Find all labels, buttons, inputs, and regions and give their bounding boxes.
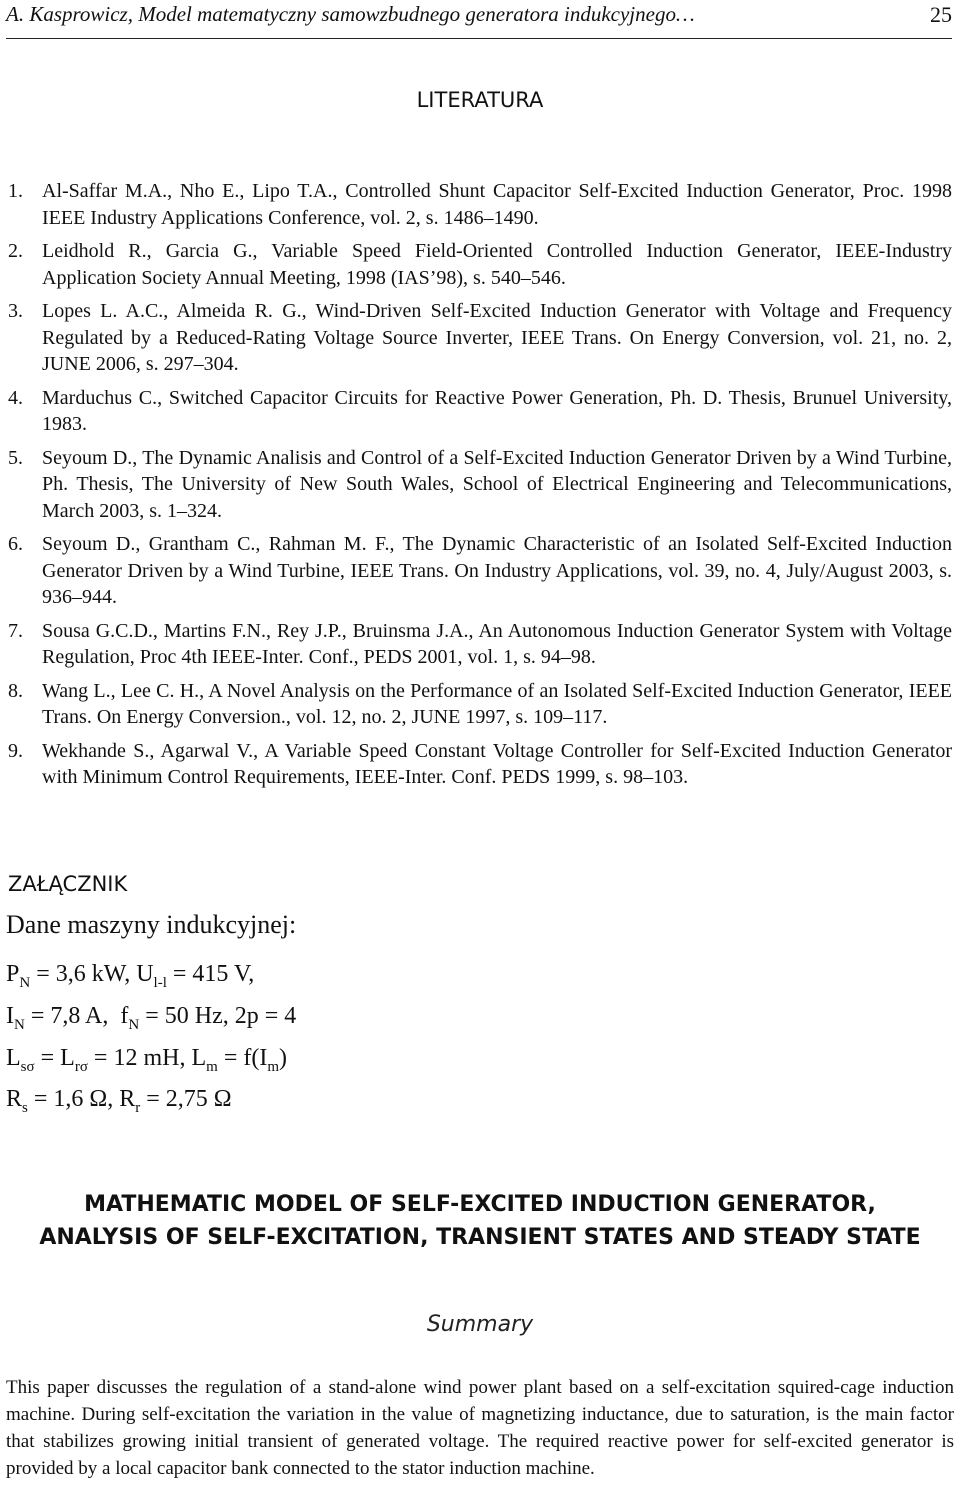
reference-number: 9.: [8, 739, 23, 762]
english-title: [0, 1188, 960, 1254]
symbol-r: R: [6, 1086, 23, 1113]
param-line-inductances: [6, 1042, 296, 1084]
running-header: [6, 2, 952, 39]
symbol-l: L: [191, 1044, 207, 1071]
value-text: = 2,75 Ω: [140, 1086, 232, 1113]
symbol-u: U: [136, 961, 154, 987]
param-line-resistances: [6, 1083, 296, 1125]
param-line-current-frequency: [6, 1000, 296, 1042]
symbol-i: I: [6, 1002, 14, 1029]
reference-number: 8.: [8, 679, 23, 702]
subscript: rσ: [74, 1058, 88, 1075]
reference-item: [8, 385, 952, 438]
subscript: r: [135, 1100, 141, 1117]
subscript: N: [14, 1016, 25, 1033]
reference-number: 7.: [8, 619, 23, 642]
reference-number: 5.: [8, 446, 23, 469]
subscript: m: [206, 1058, 218, 1075]
value-text: = f(I: [217, 1044, 268, 1071]
value-text: = 415 V,: [166, 961, 255, 987]
reference-text: Sousa G.C.D., Martins F.N., Rey J.P., Bruinsma J.A., An Autonomous Induction Generator System with Voltage Regulation, Proc 4th IEEE-Inter. Conf., PEDS 2001, vol. 1, s. 94–98.: [42, 619, 952, 668]
reference-item: [8, 618, 952, 671]
value-text: = 7,8 A,: [24, 1002, 121, 1029]
reference-item: [8, 178, 952, 231]
reference-item: [8, 298, 952, 378]
reference-text: Lopes L. A.C., Almeida R. G., Wind-Driven Self-Excited Induction Generator with Voltage and Frequency Regulated by a Reduced-Rating Voltage Source Inverter, IEEE Trans. On Energy Conversion, vol. 21, no. 2, JUNE 2006, s. 297–304.: [42, 300, 952, 375]
value-text: = 3,6 kW,: [30, 961, 137, 987]
reference-text: Wang L., Lee C. H., A Novel Analysis on the Performance of an Isolated Self-Excited Induction Generator, IEEE Trans. On Energy Conversion., vol. 12, no. 2, JUNE 1997, s. 109–117.: [42, 679, 952, 728]
reference-list: [8, 178, 952, 798]
reference-item: [8, 678, 952, 731]
reference-number: 1.: [8, 180, 23, 202]
reference-number: 3.: [8, 300, 23, 322]
reference-number: 2.: [8, 240, 23, 262]
reference-item: [8, 238, 952, 291]
subscript: sσ: [20, 1058, 35, 1075]
symbol-f: f: [120, 1002, 129, 1029]
symbol-l: L: [6, 1044, 21, 1071]
subscript: l-l: [153, 974, 167, 991]
reference-number: 4.: [8, 386, 23, 409]
subscript: s: [22, 1100, 28, 1117]
value-text: = 12 mH,: [87, 1044, 192, 1071]
subscript: N: [19, 974, 31, 991]
summary-paragraph: This paper discusses the regulation of a stand-alone wind power plant based on a self-excitation squired-cage induction machine. During self-excitation the variation in the value of magnetizing inductance, due to saturation, is the main factor that stabilizes growing initial transient of generated voltage. The required reactive power for self-excited generator is provided by a local capacitor bank connected to the stator induction machine.: [6, 1377, 954, 1479]
references-heading: LITERATURA: [416, 88, 544, 112]
subscript: m: [267, 1058, 279, 1075]
value-text: ): [279, 1044, 287, 1071]
reference-text: Al-Saffar M.A., Nho E., Lipo T.A., Controlled Shunt Capacitor Self-Excited Induction Generator, Proc. 1998 IEEE Industry Applications Conference, vol. 2, s. 1486–1490.: [42, 180, 952, 229]
symbol-l: L: [60, 1044, 75, 1071]
subscript: N: [128, 1016, 140, 1033]
reference-text: Marduchus C., Switched Capacitor Circuits for Reactive Power Generation, Ph. D. Thesis, Brunuel University, 1983.: [42, 386, 952, 435]
value-text: = 50 Hz, 2p = 4: [139, 1002, 297, 1029]
reference-item: [8, 531, 952, 611]
summary-heading: Summary: [426, 1312, 534, 1337]
reference-text: Leidhold R., Garcia G., Variable Speed Field-Oriented Controlled Induction Generator, IEEE-Industry Application Society Annual Meeting, 1998 (IAS’98), s. 540–546.: [42, 240, 952, 289]
english-title-line: ANALYSIS OF SELF-EXCITATION, TRANSIENT STATES AND STEADY STATE: [39, 1225, 921, 1250]
running-title: A. Kasprowicz, Model matematyczny samowzbudnego generatora indukcyjnego…: [6, 2, 695, 26]
value-text: = 1,6 Ω,: [27, 1086, 120, 1113]
reference-text: Seyoum D., The Dynamic Analisis and Control of a Self-Excited Induction Generator Driven by a Wind Turbine, Ph. Thesis, The University of New South Wales, School of Electrical Engineering and Telecommunications, March 2003, s. 1–324.: [42, 446, 952, 522]
page-number: 25: [930, 2, 952, 27]
annex-subheading: Dane maszyny indukcyjnej:: [6, 910, 297, 939]
reference-item: [8, 738, 952, 791]
reference-item: [8, 445, 952, 525]
machine-parameters: [6, 958, 296, 1125]
symbol-r: R: [119, 1086, 136, 1113]
english-title-line: MATHEMATIC MODEL OF SELF-EXCITED INDUCTION GENERATOR,: [84, 1192, 876, 1217]
reference-text: Wekhande S., Agarwal V., A Variable Speed Constant Voltage Controller for Self-Excited Induction Generator with Minimum Control Requirements, IEEE-Inter. Conf. PEDS 1999, s. 98–103.: [42, 739, 952, 788]
param-line-power-voltage: [6, 958, 296, 1000]
annex-heading: ZAŁĄCZNIK: [8, 872, 128, 896]
reference-text: Seyoum D., Grantham C., Rahman M. F., The Dynamic Characteristic of an Isolated Self-Excited Induction Generator Driven by a Wind Turbine, IEEE Trans. On Industry Applications, vol. 39, no. 4, July/August 2003, s. 936–944.: [42, 533, 952, 608]
symbol-p: P: [6, 961, 20, 987]
value-text: =: [34, 1044, 61, 1071]
reference-number: 6.: [8, 533, 23, 555]
